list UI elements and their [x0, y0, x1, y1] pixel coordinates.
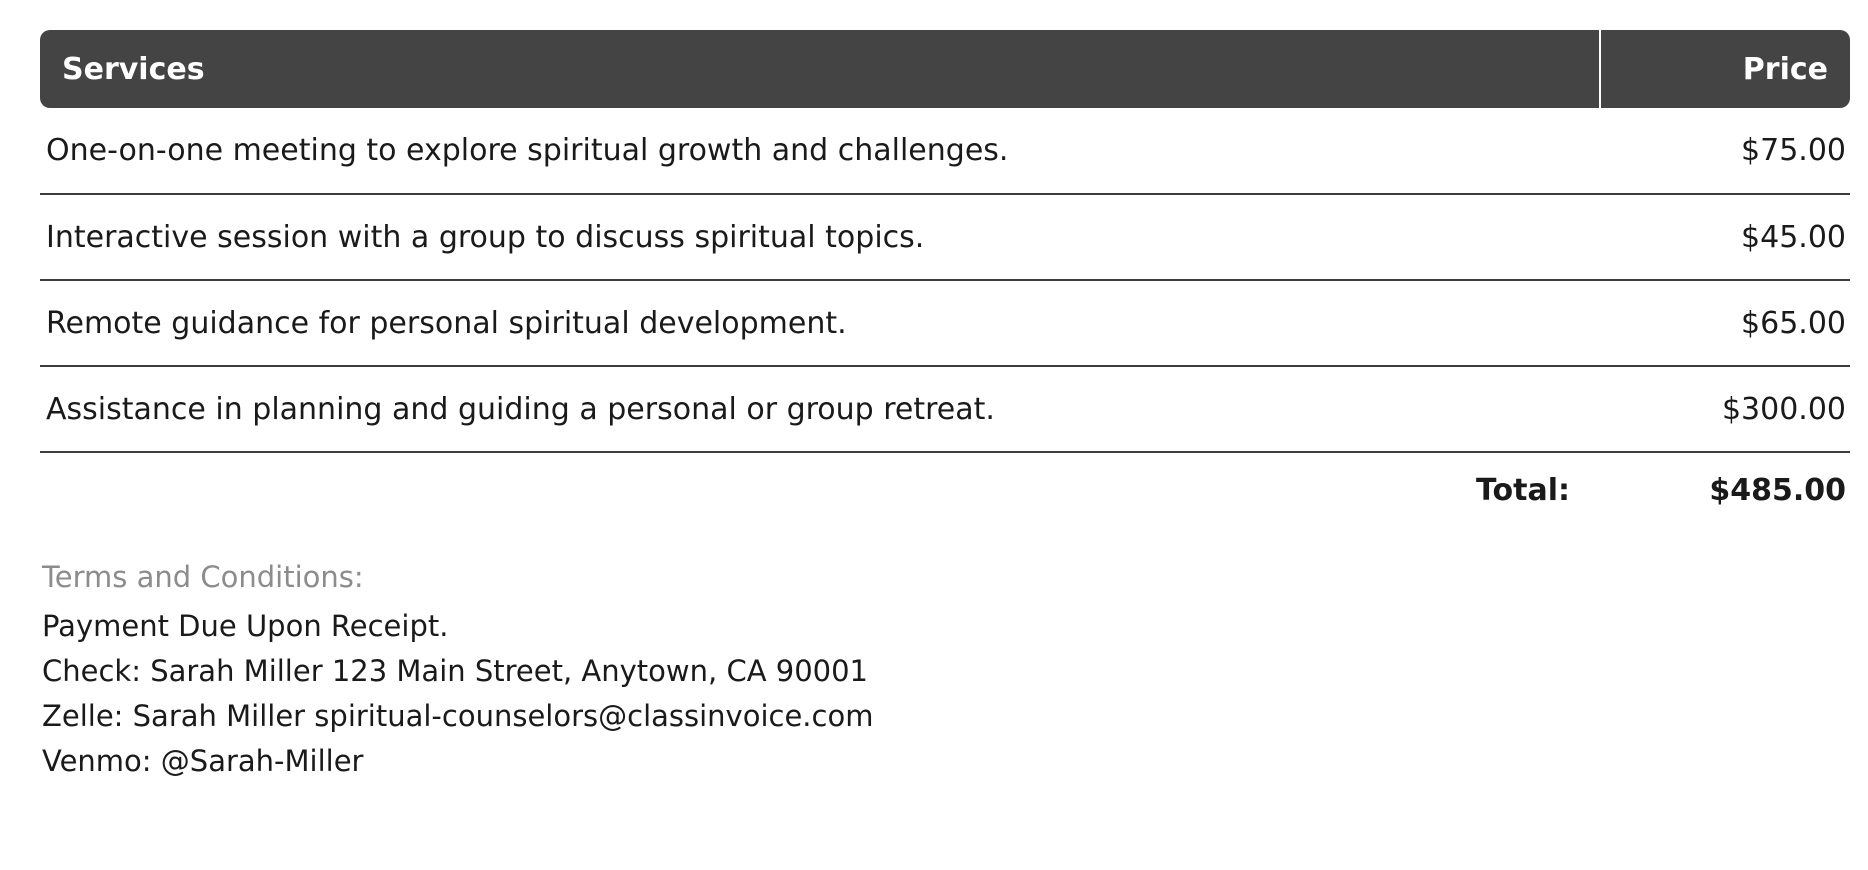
service-price: $300.00	[1600, 366, 1850, 452]
table-header	[40, 30, 1850, 108]
table-row	[40, 194, 1850, 280]
services-price-table	[40, 30, 1850, 518]
terms-line-check: Check: Sarah Miller 123 Main Street, Anytown, CA 90001	[42, 653, 869, 688]
terms-line-payment: Payment Due Upon Receipt.	[42, 609, 449, 643]
service-price: $65.00	[1600, 280, 1850, 366]
terms-and-conditions-section	[40, 560, 1828, 784]
service-price: $45.00	[1600, 194, 1850, 280]
total-value: $485.00	[1709, 473, 1846, 508]
service-description: One-on-one meeting to explore spiritual growth and challenges.	[40, 108, 1600, 194]
service-description: Remote guidance for personal spiritual development.	[40, 280, 1600, 366]
table-header-row	[40, 30, 1850, 108]
column-header-services: Services	[40, 30, 1600, 108]
table-row	[40, 108, 1850, 194]
table-body	[40, 108, 1850, 452]
terms-line-zelle: Zelle: Sarah Miller spiritual-counselors@classinvoice.com	[42, 698, 874, 733]
total-label: Total:	[1476, 473, 1570, 508]
table-footer	[40, 452, 1850, 518]
service-price: $75.00	[1600, 108, 1850, 194]
service-description: Assistance in planning and guiding a personal or group retreat.	[40, 366, 1600, 452]
table-row	[40, 366, 1850, 452]
terms-heading: Terms and Conditions:	[42, 560, 364, 594]
total-row	[40, 452, 1850, 518]
service-description: Interactive session with a group to discuss spiritual topics.	[40, 194, 1600, 280]
table-row	[40, 280, 1850, 366]
terms-line-venmo: Venmo: @Sarah-Miller	[42, 743, 364, 778]
column-header-price: Price	[1600, 30, 1850, 108]
